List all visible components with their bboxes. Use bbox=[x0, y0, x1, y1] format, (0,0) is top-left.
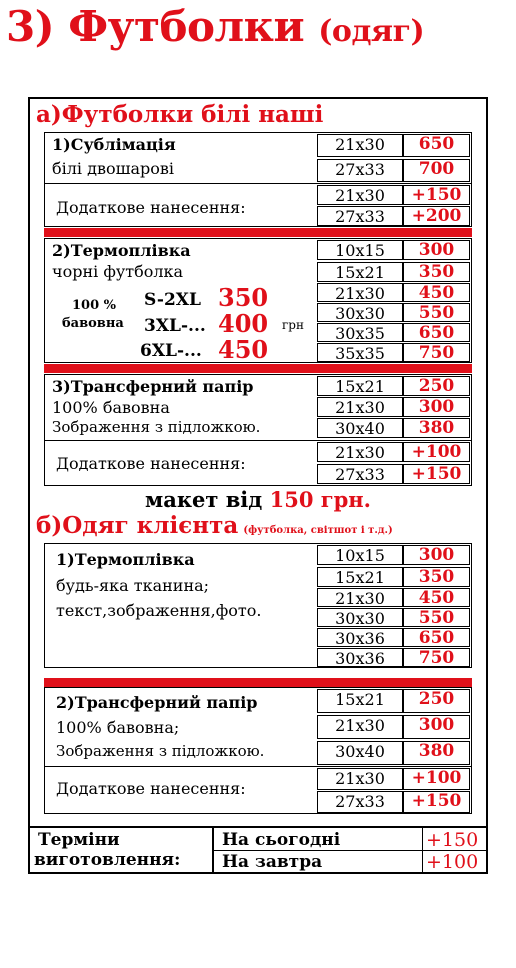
client-transfer-line2: Зображення з підложкою. bbox=[56, 742, 265, 760]
transfer-header: 3)Трансферний папір bbox=[52, 377, 254, 396]
size-cell: 15x21 bbox=[317, 262, 403, 282]
client-thermofilm-header: 1)Термоплівка bbox=[56, 550, 195, 569]
page-title bbox=[6, 2, 516, 51]
price-cell: +100 bbox=[403, 768, 470, 790]
size-range-1: S-2XL bbox=[144, 290, 201, 310]
price-cell: 750 bbox=[403, 343, 470, 362]
size-cell: 21x30 bbox=[317, 185, 403, 205]
price-cell: 250 bbox=[403, 376, 470, 396]
price-cell: 380 bbox=[403, 418, 470, 438]
section-b-title: б)Одяг клієнта bbox=[36, 512, 239, 539]
sublimation-header: 1)Сублімація bbox=[52, 135, 176, 154]
size-cell: 30x40 bbox=[317, 418, 403, 438]
size-cell: 30x35 bbox=[317, 323, 403, 342]
size-range-price-2: 400 bbox=[218, 309, 269, 338]
size-cell: 15x21 bbox=[317, 567, 403, 587]
size-cell: 27x33 bbox=[317, 464, 403, 484]
size-cell: 15x21 bbox=[317, 689, 403, 713]
size-range-2: 3XL-... bbox=[144, 316, 206, 336]
divider bbox=[422, 828, 423, 874]
size-range-3: 6XL-... bbox=[140, 341, 202, 361]
term-today: На сьогодні bbox=[222, 830, 341, 850]
cotton-label: бавовна bbox=[62, 316, 124, 331]
thermofilm-header: 2)Термоплівка bbox=[52, 241, 191, 260]
size-cell: 30x30 bbox=[317, 608, 403, 627]
price-cell: 750 bbox=[403, 648, 470, 667]
term-tomorrow: На завтра bbox=[222, 852, 323, 872]
size-cell: 21x30 bbox=[317, 397, 403, 417]
transfer-line2: Зображення з підложкою. bbox=[52, 418, 261, 436]
terms-label-2: виготовлення: bbox=[34, 850, 181, 870]
red-divider bbox=[44, 364, 472, 373]
divider bbox=[44, 183, 472, 184]
client-transfer-line1: 100% бавовна; bbox=[56, 718, 180, 737]
size-range-price-3: 450 bbox=[218, 335, 269, 364]
layout-note bbox=[0, 487, 516, 512]
size-cell: 21x30 bbox=[317, 768, 403, 790]
transfer-line1: 100% бавовна bbox=[52, 398, 170, 417]
client-thermofilm-line1: будь-яка тканина; bbox=[56, 576, 210, 595]
size-cell: 30x36 bbox=[317, 628, 403, 647]
price-cell: 550 bbox=[403, 303, 470, 322]
red-divider bbox=[44, 228, 472, 237]
size-cell: 27x33 bbox=[317, 791, 403, 813]
price-cell: 300 bbox=[403, 240, 470, 260]
size-cell: 21x30 bbox=[317, 442, 403, 462]
price-cell: 550 bbox=[403, 608, 470, 627]
price-cell: 300 bbox=[403, 397, 470, 417]
size-cell: 27x33 bbox=[317, 206, 403, 226]
term-tomorrow-price: +100 bbox=[426, 851, 479, 873]
size-cell: 21x30 bbox=[317, 134, 403, 157]
section-a-title: а)Футболки білі наші bbox=[36, 101, 324, 128]
size-cell: 27x33 bbox=[317, 159, 403, 182]
price-cell: 450 bbox=[403, 588, 470, 607]
size-cell: 30x40 bbox=[317, 741, 403, 765]
title-main: 3) Футболки bbox=[6, 2, 305, 51]
sublimation-desc: білі двошарові bbox=[52, 159, 175, 178]
sublimation-extra-label: Додаткове нанесення: bbox=[56, 198, 246, 217]
price-cell: 300 bbox=[403, 715, 470, 739]
section-b-heading bbox=[36, 512, 393, 539]
layout-note-price: 150 грн. bbox=[269, 487, 371, 512]
client-transfer-extra-label: Додаткове нанесення: bbox=[56, 779, 246, 798]
currency-unit: грн bbox=[282, 318, 304, 332]
size-cell: 30x30 bbox=[317, 303, 403, 322]
section-b-subtitle: (футболка, світшот і т.д.) bbox=[243, 525, 393, 536]
divider bbox=[44, 766, 472, 767]
size-cell: 21x30 bbox=[317, 283, 403, 302]
price-cell: 350 bbox=[403, 262, 470, 282]
price-cell: +100 bbox=[403, 442, 470, 462]
price-cell: +150 bbox=[403, 185, 470, 205]
client-transfer-header: 2)Трансферний папір bbox=[56, 693, 258, 712]
price-cell: 250 bbox=[403, 689, 470, 713]
terms-label-1: Терміни bbox=[38, 830, 120, 850]
price-cell: +200 bbox=[403, 206, 470, 226]
size-cell: 10x15 bbox=[317, 545, 403, 565]
size-cell: 15x21 bbox=[317, 376, 403, 396]
client-thermofilm-line2: текст,зображення,фото. bbox=[56, 601, 262, 620]
price-cell: 350 bbox=[403, 567, 470, 587]
price-cell: 700 bbox=[403, 159, 470, 182]
price-cell: +150 bbox=[403, 464, 470, 484]
size-range-price-1: 350 bbox=[218, 283, 269, 312]
price-cell: 300 bbox=[403, 545, 470, 565]
title-sub: (одяг) bbox=[318, 14, 425, 49]
size-cell: 10x15 bbox=[317, 240, 403, 260]
price-cell: 650 bbox=[403, 323, 470, 342]
price-cell: 650 bbox=[403, 628, 470, 647]
price-cell: 650 bbox=[403, 134, 470, 157]
price-cell: 450 bbox=[403, 283, 470, 302]
term-today-price: +150 bbox=[426, 829, 479, 851]
layout-note-text: макет від bbox=[145, 487, 263, 512]
size-cell: 21x30 bbox=[317, 715, 403, 739]
size-cell: 30x36 bbox=[317, 648, 403, 667]
cotton-percent: 100 % bbox=[72, 298, 117, 313]
size-cell: 21x30 bbox=[317, 588, 403, 607]
price-cell: +150 bbox=[403, 791, 470, 813]
size-cell: 35x35 bbox=[317, 343, 403, 362]
transfer-extra-label: Додаткове нанесення: bbox=[56, 454, 246, 473]
red-divider bbox=[44, 678, 472, 687]
thermofilm-desc: чорні футболка bbox=[52, 262, 184, 281]
divider bbox=[44, 440, 472, 441]
price-cell: 380 bbox=[403, 741, 470, 765]
